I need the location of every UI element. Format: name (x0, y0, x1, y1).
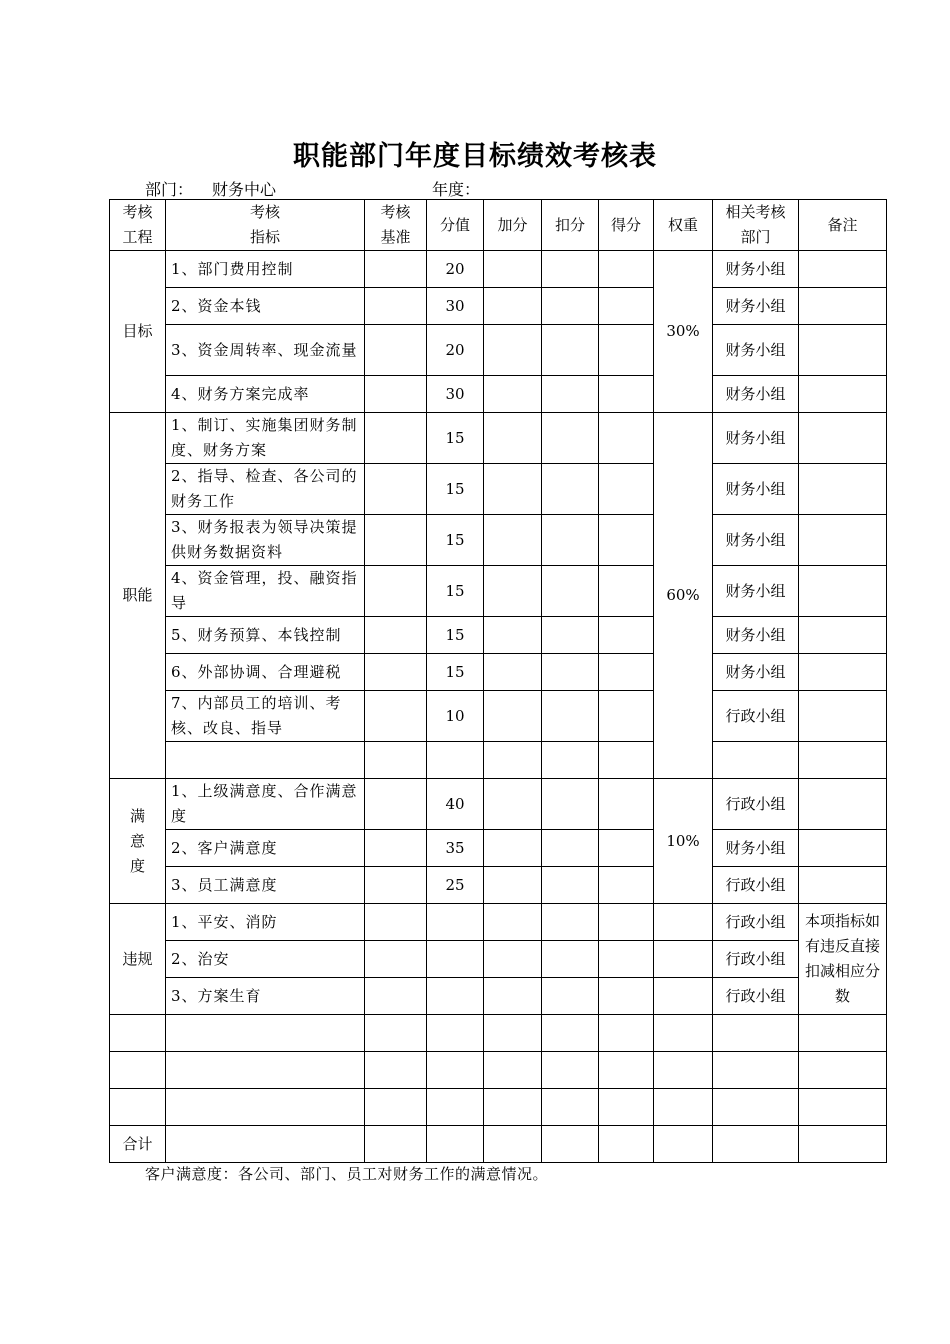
total-label: 合计 (110, 1126, 166, 1163)
score-cell (427, 978, 484, 1015)
indicator-cell: 2、客户满意度 (166, 830, 365, 867)
standard-cell (365, 691, 427, 742)
table-row (110, 904, 887, 941)
department-label: 部门： (145, 180, 194, 199)
year-label: 年度： (432, 180, 481, 199)
earned-cell (599, 617, 654, 654)
standard-cell (365, 464, 427, 515)
header-project: 考核 工程 (110, 200, 166, 251)
remark-cell (799, 867, 887, 904)
score-cell: 15 (427, 413, 484, 464)
table-row (110, 867, 887, 904)
add-cell (484, 566, 542, 617)
add-cell (484, 288, 542, 325)
earned-cell (599, 904, 654, 941)
earned-cell (599, 515, 654, 566)
standard-cell (365, 830, 427, 867)
table-row (110, 251, 887, 288)
standard-cell (365, 742, 427, 779)
score-cell: 30 (427, 376, 484, 413)
deduct-cell (542, 251, 599, 288)
earned-cell (599, 376, 654, 413)
dept-cell: 财务小组 (713, 376, 799, 413)
dept-cell: 财务小组 (713, 654, 799, 691)
score-cell: 35 (427, 830, 484, 867)
indicator-cell: 3、资金周转率、现金流量 (166, 325, 365, 376)
weight-goal: 30% (654, 251, 713, 413)
indicator-cell: 5、财务预算、本钱控制 (166, 617, 365, 654)
add-cell (484, 617, 542, 654)
standard-cell (365, 325, 427, 376)
header-add: 加分 (484, 200, 542, 251)
add-cell (484, 867, 542, 904)
remark-cell (799, 413, 887, 464)
table-row (110, 617, 887, 654)
deduct-cell (542, 464, 599, 515)
score-cell: 15 (427, 617, 484, 654)
department-value: 财务中心 (212, 180, 277, 199)
deduct-cell (542, 691, 599, 742)
header-indicator: 考核 指标 (166, 200, 365, 251)
table-row (110, 515, 887, 566)
header-earned: 得分 (599, 200, 654, 251)
deduct-cell (542, 904, 599, 941)
group-violation: 违规 (110, 904, 166, 1015)
dept-cell: 财务小组 (713, 830, 799, 867)
standard-cell (365, 978, 427, 1015)
add-cell (484, 251, 542, 288)
footnote: 客户满意度：各公司、部门、员工对财务工作的满意情况。 (145, 1165, 549, 1183)
standard-cell (365, 941, 427, 978)
score-cell: 20 (427, 325, 484, 376)
add-cell (484, 978, 542, 1015)
earned-cell (599, 413, 654, 464)
remark-cell (799, 830, 887, 867)
indicator-cell: 7、内部员工的培训、考核、改良、指导 (166, 691, 365, 742)
indicator-cell: 1、制订、实施集团财务制度、财务方案 (166, 413, 365, 464)
deduct-cell (542, 742, 599, 779)
deduct-cell (542, 654, 599, 691)
dept-cell: 行政小组 (713, 941, 799, 978)
table-row-empty (110, 1052, 887, 1089)
dept-cell: 行政小组 (713, 867, 799, 904)
add-cell (484, 654, 542, 691)
indicator-cell: 1、平安、消防 (166, 904, 365, 941)
dept-cell: 财务小组 (713, 325, 799, 376)
add-cell (484, 742, 542, 779)
deduct-cell (542, 566, 599, 617)
score-cell (427, 742, 484, 779)
table-row (110, 413, 887, 464)
standard-cell (365, 654, 427, 691)
deduct-cell (542, 413, 599, 464)
deduct-cell (542, 325, 599, 376)
add-cell (484, 904, 542, 941)
dept-cell: 财务小组 (713, 288, 799, 325)
dept-cell: 财务小组 (713, 413, 799, 464)
score-cell: 40 (427, 779, 484, 830)
remark-cell (799, 617, 887, 654)
indicator-cell: 1、上级满意度、合作满意度 (166, 779, 365, 830)
score-cell (427, 941, 484, 978)
indicator-cell (166, 742, 365, 779)
earned-cell (599, 251, 654, 288)
dept-cell (713, 742, 799, 779)
add-cell (484, 830, 542, 867)
table-row (110, 830, 887, 867)
table-row (110, 779, 887, 830)
earned-cell (599, 691, 654, 742)
remark-cell (799, 325, 887, 376)
indicator-cell: 3、员工满意度 (166, 867, 365, 904)
indicator-cell: 3、方案生育 (166, 978, 365, 1015)
score-cell: 15 (427, 566, 484, 617)
remark-cell (799, 654, 887, 691)
standard-cell (365, 251, 427, 288)
add-cell (484, 691, 542, 742)
score-cell: 25 (427, 867, 484, 904)
header-remark: 备注 (799, 200, 887, 251)
add-cell (484, 515, 542, 566)
standard-cell (365, 413, 427, 464)
table-row-empty (110, 1089, 887, 1126)
header-row (110, 200, 887, 251)
deduct-cell (542, 779, 599, 830)
table-row (110, 654, 887, 691)
earned-cell (599, 779, 654, 830)
table-row (110, 941, 887, 978)
deduct-cell (542, 941, 599, 978)
standard-cell (365, 288, 427, 325)
earned-cell (599, 464, 654, 515)
group-satisfaction: 满 意 度 (110, 779, 166, 904)
remark-cell (799, 779, 887, 830)
indicator-cell: 1、部门费用控制 (166, 251, 365, 288)
indicator-cell: 2、资金本钱 (166, 288, 365, 325)
dept-cell: 财务小组 (713, 251, 799, 288)
indicator-cell: 4、财务方案完成率 (166, 376, 365, 413)
remark-cell (799, 376, 887, 413)
standard-cell (365, 617, 427, 654)
earned-cell (599, 566, 654, 617)
standard-cell (365, 566, 427, 617)
score-cell: 15 (427, 515, 484, 566)
violation-remark: 本项指标如有违反直接扣减相应分数 (799, 904, 887, 1015)
earned-cell (599, 654, 654, 691)
header-standard: 考核 基准 (365, 200, 427, 251)
dept-cell: 财务小组 (713, 617, 799, 654)
weight-function: 60% (654, 413, 713, 779)
deduct-cell (542, 617, 599, 654)
remark-cell (799, 742, 887, 779)
score-cell: 15 (427, 464, 484, 515)
score-cell: 30 (427, 288, 484, 325)
table-row (110, 566, 887, 617)
deduct-cell (542, 978, 599, 1015)
total-row (110, 1126, 887, 1163)
add-cell (484, 941, 542, 978)
remark-cell (799, 288, 887, 325)
score-cell: 20 (427, 251, 484, 288)
header-deduct: 扣分 (542, 200, 599, 251)
remark-cell (799, 515, 887, 566)
score-cell: 15 (427, 654, 484, 691)
remark-cell (799, 691, 887, 742)
add-cell (484, 779, 542, 830)
header-score: 分值 (427, 200, 484, 251)
table-row (110, 288, 887, 325)
remark-cell (799, 251, 887, 288)
standard-cell (365, 515, 427, 566)
earned-cell (599, 742, 654, 779)
header-dept: 相关考核 部门 (713, 200, 799, 251)
page-title: 职能部门年度目标绩效考核表 (293, 141, 657, 172)
add-cell (484, 376, 542, 413)
standard-cell (365, 904, 427, 941)
weight-satisfaction: 10% (654, 779, 713, 904)
deduct-cell (542, 376, 599, 413)
deduct-cell (542, 288, 599, 325)
indicator-cell: 6、外部协调、合理避税 (166, 654, 365, 691)
earned-cell (599, 867, 654, 904)
dept-cell: 财务小组 (713, 566, 799, 617)
add-cell (484, 464, 542, 515)
table-row (110, 325, 887, 376)
table-row (110, 464, 887, 515)
indicator-cell: 2、治安 (166, 941, 365, 978)
earned-cell (599, 325, 654, 376)
standard-cell (365, 779, 427, 830)
table-row (110, 376, 887, 413)
earned-cell (599, 830, 654, 867)
dept-cell: 行政小组 (713, 691, 799, 742)
deduct-cell (542, 515, 599, 566)
group-goal: 目标 (110, 251, 166, 413)
weight-cell (654, 941, 713, 978)
group-function: 职能 (110, 413, 166, 779)
earned-cell (599, 941, 654, 978)
add-cell (484, 325, 542, 376)
weight-cell (654, 904, 713, 941)
table-row (110, 742, 887, 779)
table-row (110, 691, 887, 742)
deduct-cell (542, 867, 599, 904)
standard-cell (365, 376, 427, 413)
add-cell (484, 413, 542, 464)
indicator-cell: 4、资金管理，投、融资指导 (166, 566, 365, 617)
score-cell (427, 904, 484, 941)
dept-cell: 行政小组 (713, 779, 799, 830)
appraisal-table (109, 199, 887, 1163)
dept-cell: 行政小组 (713, 904, 799, 941)
table-row-empty (110, 1015, 887, 1052)
earned-cell (599, 288, 654, 325)
earned-cell (599, 978, 654, 1015)
indicator-cell: 2、指导、检查、各公司的财务工作 (166, 464, 365, 515)
deduct-cell (542, 830, 599, 867)
dept-cell: 行政小组 (713, 978, 799, 1015)
header-weight: 权重 (654, 200, 713, 251)
remark-cell (799, 464, 887, 515)
dept-cell: 财务小组 (713, 464, 799, 515)
table-row (110, 978, 887, 1015)
score-cell: 10 (427, 691, 484, 742)
dept-cell: 财务小组 (713, 515, 799, 566)
standard-cell (365, 867, 427, 904)
remark-cell (799, 566, 887, 617)
indicator-cell: 3、财务报表为领导决策提供财务数据资料 (166, 515, 365, 566)
weight-cell (654, 978, 713, 1015)
